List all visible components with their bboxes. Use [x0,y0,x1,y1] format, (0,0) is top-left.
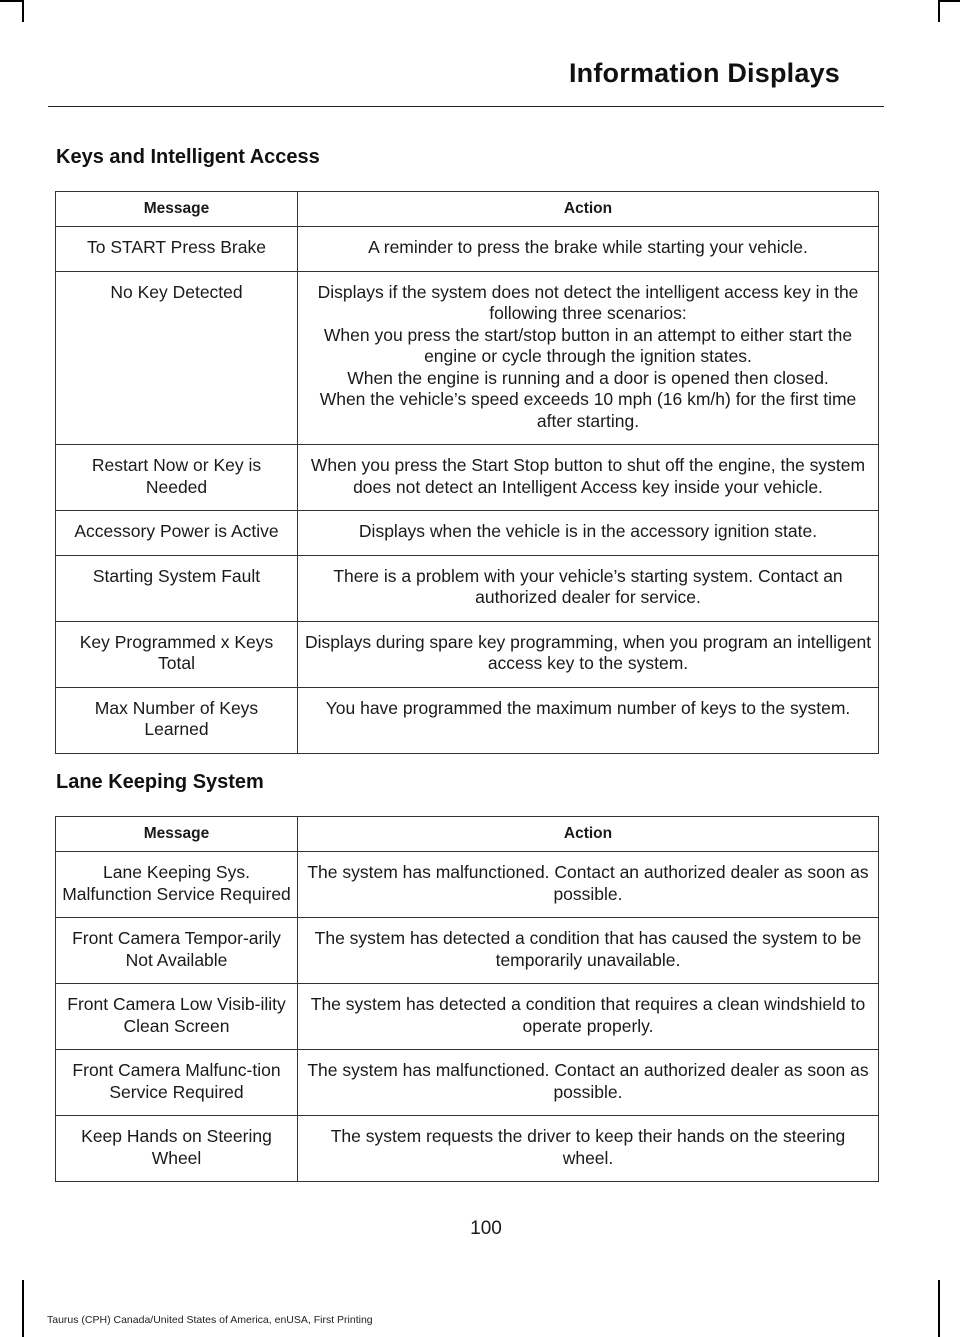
action-cell [298,445,879,511]
message-cell: Accessory Power is Active [56,511,298,556]
message-cell: Key Programmed x Keys Total [56,621,298,687]
message-cell: Front Camera Low Visib-ility Clean Screen [56,984,298,1050]
action-text: The system has malfunctioned. Contact an authorized dealer as soon as possible. [307,862,869,904]
action-cell [298,852,879,918]
table-row [56,1116,879,1182]
message-cell: Lane Keeping Sys. Malfunction Service Required [56,852,298,918]
section-title-lane: Lane Keeping System [56,771,264,793]
action-cell [298,918,879,984]
action-text: When the vehicle’s speed exceeds 10 mph (16 km/h) for the first time after starting. [319,389,857,431]
table-row [56,445,879,511]
table-row [56,687,879,753]
column-header-action: Action [298,817,879,852]
crop-mark [22,0,24,22]
table-row [56,984,879,1050]
page-number: 100 [470,1218,502,1239]
action-text: When you press the Start Stop button to shut off the engine, the system does not detect an Intelligent Access key inside your vehicle. [310,455,866,497]
lane-keeping-table [55,816,879,1182]
action-cell [298,687,879,753]
column-header-message: Message [56,192,298,227]
table-row [56,227,879,272]
action-cell [298,227,879,272]
table-header-row [56,817,879,852]
action-cell [298,1116,879,1182]
action-text: The system has detected a condition that requires a clean windshield to operate properly. [310,994,866,1036]
message-cell: Starting System Fault [56,555,298,621]
message-cell: Restart Now or Key is Needed [56,445,298,511]
action-text: You have programmed the maximum number of keys to the system. [325,697,851,718]
table-row [56,555,879,621]
action-text: When the engine is running and a door is opened then closed. [347,367,829,388]
crop-mark [22,1280,24,1337]
action-text: The system has malfunctioned. Contact an authorized dealer as soon as possible. [307,1060,869,1102]
action-cell [298,1050,879,1116]
crop-mark [938,0,940,22]
action-cell [298,984,879,1050]
table-row [56,1050,879,1116]
action-text: When you press the start/stop button in an attempt to either start the engine or cycle through the ignition states. [323,324,853,366]
message-cell: To START Press Brake [56,227,298,272]
message-cell: No Key Detected [56,271,298,445]
page-title: Information Displays [568,58,840,88]
table-row [56,621,879,687]
action-cell [298,271,879,445]
table-header-row [56,192,879,227]
action-text: Displays if the system does not detect the intelligent access key in the following three scenarios: [317,281,859,323]
table-row [56,511,879,556]
table-row [56,271,879,445]
table-row [56,852,879,918]
crop-mark [938,0,960,2]
action-text: The system requests the driver to keep their hands on the steering wheel. [330,1126,846,1168]
action-text: The system has detected a condition that has caused the system to be temporarily unavailable. [314,928,862,970]
action-cell [298,621,879,687]
message-cell: Keep Hands on Steering Wheel [56,1116,298,1182]
keys-access-table [55,191,879,754]
crop-mark [0,0,22,2]
column-header-message: Message [56,817,298,852]
action-cell [298,511,879,556]
section-title-keys: Keys and Intelligent Access [56,146,320,168]
action-text: A reminder to press the brake while starting your vehicle. [368,237,808,257]
action-text: Displays when the vehicle is in the accessory ignition state. [358,521,818,541]
message-cell: Front Camera Malfunc-tion Service Required [56,1050,298,1116]
action-cell [298,555,879,621]
column-header-action: Action [298,192,879,227]
page-header [48,58,884,107]
table-row [56,918,879,984]
action-text: There is a problem with your vehicle’s starting system. Contact an authorized dealer for service. [333,565,843,607]
action-text: Displays during spare key programming, when you program an intelligent access key to the system. [304,631,872,673]
message-cell: Front Camera Tempor-arily Not Available [56,918,298,984]
footer-text: Taurus (CPH) Canada/United States of America, enUSA, First Printing [47,1314,373,1326]
message-cell: Max Number of Keys Learned [56,687,298,753]
crop-mark [938,1280,940,1337]
